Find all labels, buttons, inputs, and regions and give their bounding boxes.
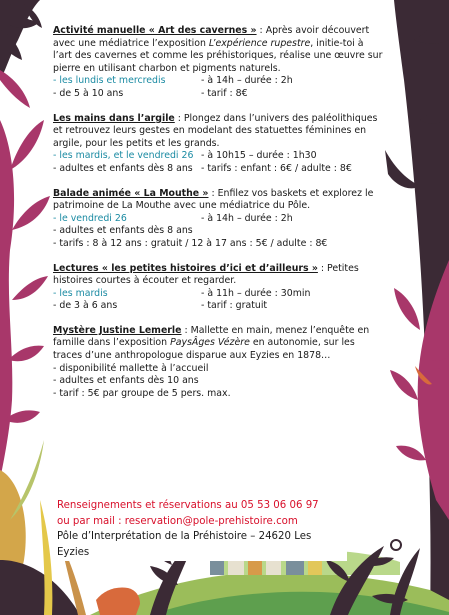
activity-description	[53, 188, 383, 213]
activity-intro-cont: , initie-toi à l’art des cavernes et comme les préhistoriques, réalise une œuvre sur pierre en utilisant charbon et pigments naturels.	[53, 37, 383, 74]
detail-row	[53, 150, 383, 163]
detail-row	[53, 288, 383, 301]
title-separator: :	[181, 324, 191, 336]
detail-audience: - adultes et enfants dès 10 ans	[53, 375, 199, 387]
title-separator: :	[256, 25, 266, 36]
detail-row	[53, 388, 383, 401]
activity-title: Mystère Justine Lemerle	[53, 324, 182, 336]
detail-time: - à 10h15 – durée : 1h30	[201, 150, 317, 162]
title-separator: :	[317, 262, 328, 274]
detail-time: - à 11h – durée : 30min	[201, 287, 311, 299]
detail-price: - tarif : 5€ par groupe de 5 pers. max.	[53, 387, 231, 399]
activity-description	[53, 25, 383, 75]
activity-title: Les mains dans l’argile	[53, 112, 175, 124]
detail-schedule: - les lundis et mercredis	[53, 75, 166, 87]
title-separator: :	[174, 112, 184, 124]
detail-row	[53, 300, 383, 313]
detail-price: - tarif : 8€	[201, 87, 248, 99]
activity-art-cavernes	[53, 25, 383, 101]
detail-row	[53, 238, 383, 251]
foliage-top-left	[0, 0, 42, 80]
detail-price: - tarifs : enfant : 6€ / adulte : 8€	[201, 162, 352, 174]
detail-audience: - adultes et enfants dès 8 ans	[53, 162, 193, 174]
detail-price: - tarifs : 8 à 12 ans : gratuit / 12 à 17 ans : 5€ / adulte : 8€	[53, 237, 328, 249]
exhibition-name: PaysÂges Vézère	[170, 337, 250, 349]
detail-price: - tarif : gratuit	[201, 300, 268, 312]
detail-row	[53, 88, 383, 101]
detail-audience: - de 3 à 6 ans	[53, 300, 118, 312]
detail-row	[53, 363, 383, 376]
detail-availability: - disponibilité mallette à l’accueil	[53, 362, 209, 374]
activity-mystere-justine	[53, 325, 383, 401]
detail-schedule: - le vendredi 26	[53, 212, 127, 224]
detail-audience: - de 5 à 10 ans	[53, 87, 124, 99]
detail-audience: - adultes et enfants dès 8 ans	[53, 225, 193, 237]
activity-title: Balade animée « La Mouthe »	[53, 187, 209, 199]
activity-description	[53, 113, 383, 151]
activity-intro: Petites histoires courtes à écouter et regarder.	[53, 262, 359, 287]
detail-row	[53, 75, 383, 88]
contact-box	[55, 497, 347, 561]
activity-mains-argile	[53, 113, 383, 176]
detail-schedule: - les mardis	[53, 287, 108, 299]
activity-title: Activité manuelle « Art des cavernes »	[53, 25, 257, 36]
detail-row	[53, 213, 383, 226]
activity-intro-cont: en autonomie, sur les traces d’une anthropologue disparue aux Eyzies en 1878…	[53, 337, 355, 362]
vine-right	[390, 260, 449, 520]
activity-intro: Mallette en main, menez l’enquête en famille dans l’exposition	[53, 324, 370, 349]
activity-intro: Après avoir découvert avec une médiatrice l’exposition	[53, 25, 370, 49]
detail-schedule: - les mardis, et le vendredi 26	[53, 150, 194, 162]
activity-description	[53, 325, 383, 363]
bison-silhouette	[96, 588, 140, 615]
detail-row	[53, 225, 383, 238]
detail-row	[53, 163, 383, 176]
activity-lectures	[53, 263, 383, 313]
vine-left	[0, 70, 50, 480]
exhibition-name: L’expérience rupestre	[208, 37, 311, 49]
detail-time: - à 14h – durée : 2h	[201, 75, 293, 87]
activity-description	[53, 263, 383, 288]
detail-row	[53, 375, 383, 388]
activity-intro: Plongez dans l’univers des paléolithiques et retrouvez leurs gestes en modelant des statuettes féminines en argile, pour les petits et les grands.	[53, 112, 378, 149]
detail-time: - à 14h – durée : 2h	[201, 212, 293, 224]
activity-balade-mouthe	[53, 188, 383, 251]
activity-intro: Enfilez vos baskets et explorez le patrimoine de La Mouthe avec une médiatrice du Pôle.	[53, 187, 374, 212]
venue-address: Pôle d’Interprétation de la Préhistoire – 24620 Les Eyzies	[57, 531, 312, 558]
activities-list	[53, 25, 383, 412]
reservation-email[interactable]: ou par mail : reservation@pole-prehistoire.com	[57, 515, 298, 527]
activity-title: Lectures « les petites histoires d’ici et d’ailleurs »	[53, 262, 318, 274]
title-separator: :	[208, 187, 218, 199]
reservation-phone: Renseignements et réservations au 05 53 06 06 97	[57, 500, 319, 511]
